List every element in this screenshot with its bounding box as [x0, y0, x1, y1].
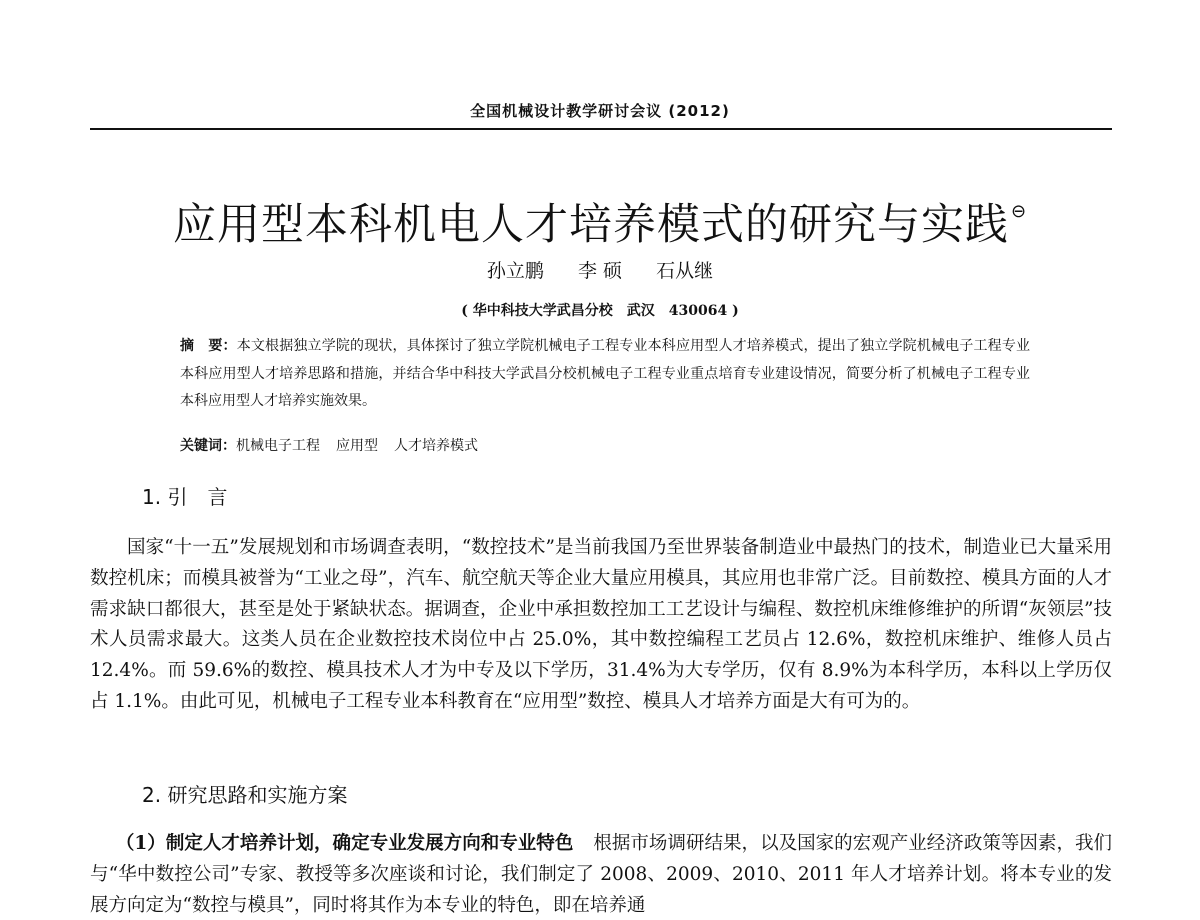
author-name: 孙立鹏	[486, 260, 544, 282]
keyword: 人才培养模式	[394, 438, 478, 454]
author-name: 李 硕	[577, 260, 623, 282]
affiliation: ( 华中科技大学武昌分校 武汉 430064 )	[461, 303, 739, 319]
keyword: 应用型	[336, 438, 378, 454]
keywords-label: 关键词：	[180, 438, 236, 454]
section-heading-introduction: 1. 引 言	[142, 485, 228, 509]
paper-title	[0, 184, 1200, 253]
keyword: 机械电子工程	[236, 438, 320, 454]
author-list	[0, 258, 1200, 284]
author-name: 石从继	[656, 260, 714, 282]
abstract	[180, 333, 1030, 416]
running-header: 全国机械设计教学研讨会议 (2012)	[470, 102, 730, 120]
paper-title-text: 应用型本科机电人才培养模式的研究与实践	[172, 200, 1009, 250]
title-footnote-mark: ⊖	[1010, 201, 1028, 222]
abstract-label: 摘 要：	[180, 338, 237, 354]
header-rule	[90, 128, 1112, 130]
section-heading-research-plan: 2. 研究思路和实施方案	[142, 783, 348, 807]
paragraph-text: 根据市场调研结果，以及国家的宏观产业经济政策等因素，我们与“华中数控公司”专家、教授等多次座谈和讨论，我们制定了 2008、2009、2010、2011 年人才培养计划。将本专业的发展方向定为“数控与模具”，同时将其作为本专业的特色，即在培养通	[90, 833, 1112, 916]
body-paragraph	[90, 829, 1112, 920]
keywords	[180, 434, 1030, 458]
paragraph-lead: （1）制定人才培养计划，确定专业发展方向和专业特色	[115, 833, 574, 854]
abstract-text: 本文根据独立学院的现状，具体探讨了独立学院机械电子工程专业本科应用型人才培养模式，提出了独立学院机械电子工程专业本科应用型人才培养思路和措施，并结合华中科技大学武昌分校机械电子工程专业重点培育专业建设情况，简要分析了机械电子工程专业本科应用型人才培养实施效果。	[180, 338, 1031, 409]
body-paragraph: 国家“十一五”发展规划和市场调查表明，“数控技术”是当前我国乃至世界装备制造业中最热门的技术，制造业已大量采用数控机床；而模具被誉为“工业之母”，汽车、航空航天等企业大量应用模具，其应用也非常广泛。目前数控、模具方面的人才需求缺口都很大，甚至是处于紧缺状态。据调查，企业中承担数控加工工艺设计与编程、数控机床维修维护的所谓“灰领层”技术人员需求最大。这类人员在企业数控技术岗位中占 25.0%，其中数控编程工艺员占 12.6%，数控机床维护、维修人员占 12.4%。而 59.6%的数控、模具技术人才为中专及以下学历，31.4%为大专学历，仅有 8.9%为本科学历，本科以上学历仅占 1.1%。由此可见，机械电子工程专业本科教育在“应用型”数控、模具人才培养方面是大有可为的。	[90, 537, 1112, 712]
